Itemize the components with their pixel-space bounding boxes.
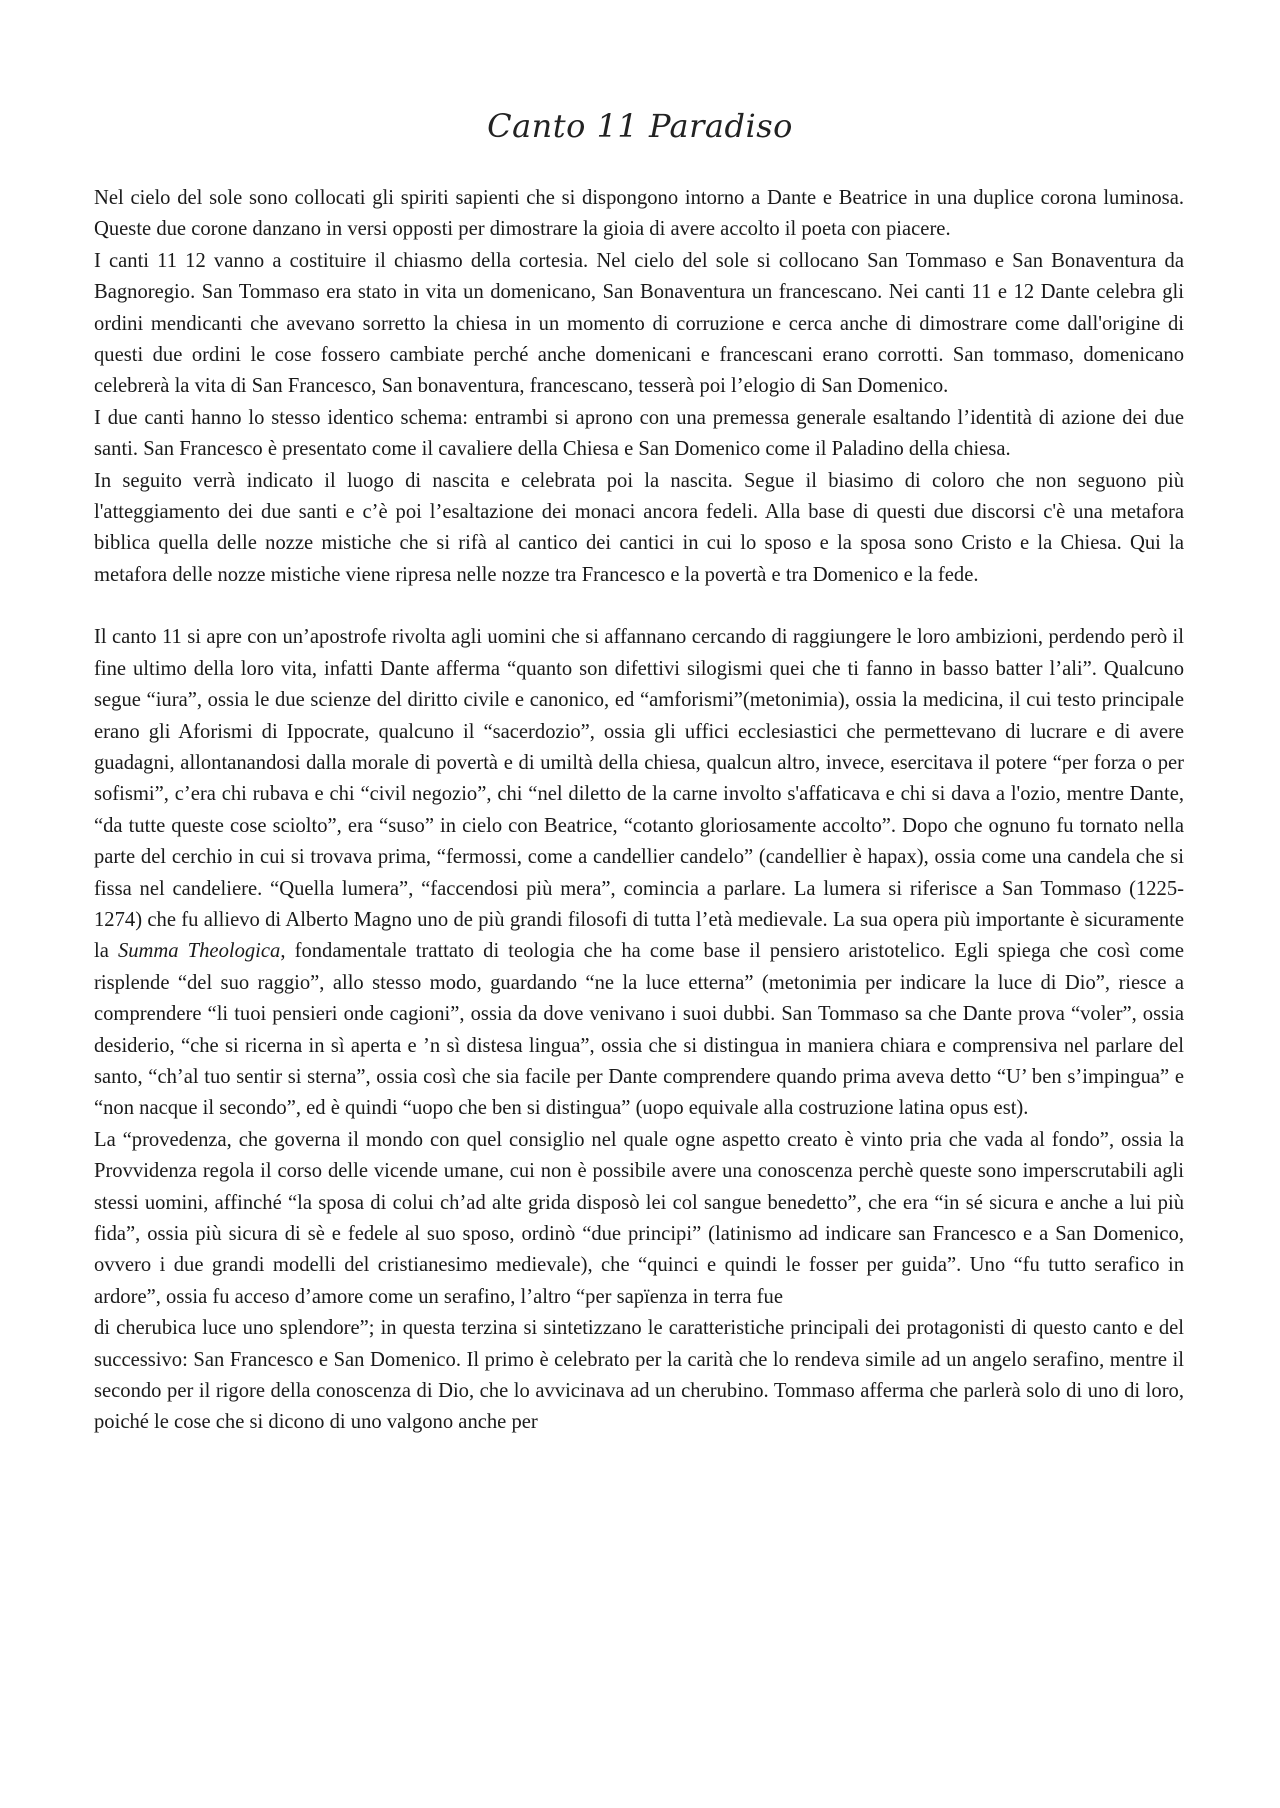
paragraph: I due canti hanno lo stesso identico schema: entrambi si aprono con una premessa generale esaltando l’identità di azione dei due santi. San Francesco è presentato come il cavaliere della Chiesa e San Domenico come il Paladino della chiesa. bbox=[94, 406, 1184, 461]
paragraph: di cherubica luce uno splendore”; in questa terzina si sintetizzano le caratteristiche principali dei protagonisti di questo canto e del successivo: San Francesco e San Domenico. Il primo è celebrato per la carità che lo rendeva simile ad un angelo serafino, mentre il secondo per il rigore della conoscenza di Dio, che lo avvicinava ad un cherubino. Tommaso afferma che parlerà solo di uno di loro, poiché le cose che si dicono di uno valgono anche per bbox=[94, 1317, 1184, 1434]
paragraph-text: Il canto 11 si apre con un’apostrofe rivolta agli uomini che si affannano cercando di raggiungere le loro ambizioni, perdendo però il fine ultimo della loro vita, infatti Dante afferma “quanto son difettivi silogismi quei che ti fanno in basso batter l’ali”. Qualcuno segue “iura”, ossia le due scienze del diritto civile e canonico, ed “amforismi”(metonimia), ossia la medicina, il cui testo principale erano gli Aforismi di Ippocrate, qualcuno il “sacerdozio”, ossia gli uffici ecclesiastici che permettevano di lucrare e di avere guadagni, allontanandosi dalla morale di povertà e di umiltà della chiesa, qualcun altro, invece, esercitava il potere “per forza o per sofismi”, c’era chi rubava e chi “civil negozio”, chi “nel diletto de la carne involto s'affaticava e chi si dava a l'ozio, mentre Dante, “da tutte queste cose sciolto”, era “suso” in cielo con Beatrice, “cotanto gloriosamente accolto”. Dopo che ognuno fu tornato nella parte del cerchio in cui si trovava prima, “fermossi, come a candellier candelo” (candellier è hapax), ossia come una candela che si fissa nel candeliere. “Quella lumera”, “faccendosi più mera”, comincia a parlare. La lumera si riferisce a San Tommaso (1225-1274) che fu allievo di Alberto Magno uno de più grandi filosofi di tutta l’età medievale. La sua opera più importante è sicuramente la bbox=[94, 626, 1184, 963]
document-body bbox=[94, 183, 1184, 1439]
paragraph: In seguito verrà indicato il luogo di nascita e celebrata poi la nascita. Segue il biasimo di coloro che non seguono più l'atteggiamento dei due santi e c’è poi l’esaltazione dei monaci ancora fedeli. Alla base di questi due discorsi c'è una metafora biblica quella delle nozze mistiche che si rifà al cantico dei cantici in cui lo sposo e la sposa sono Cristo e la Chiesa. Qui la metafora delle nozze mistiche viene ripresa nelle nozze tra Francesco e la povertà e tra Domenico e la fede. bbox=[94, 469, 1184, 586]
paragraph bbox=[94, 622, 1184, 1125]
paragraph-text: , fondamentale trattato di teologia che ha come base il pensiero aristotelico. Egli spiega che così come risplende “del suo raggio”, allo stesso modo, guardando “ne la luce etterna” (metonimia per indicare la luce di Dio”, riesce a comprendere “li tuoi pensieri onde cagioni”, ossia da dove venivano i suoi dubbi. San Tommaso sa che Dante prova “voler”, ossia desiderio, “che si ricerna in sì aperta e ’n sì distesa lingua”, ossia che si distingua in maniera chiara e comprensiva nel parlare del santo, “ch’al tuo sentir si sterna”, ossia così che sia facile per Dante comprendere quando prima aveva detto “U’ ben s’impingua” e “non nacque il secondo”, ed è quindi “uopo che ben si distingua” (uopo equivale alla costruzione latina opus est). bbox=[94, 940, 1184, 1120]
paragraph: Nel cielo del sole sono collocati gli spiriti sapienti che si dispongono intorno a Dante e Beatrice in una duplice corona luminosa. Queste due corone danzano in versi opposti per dimostrare la gioia di avere accolto il poeta con piacere. bbox=[94, 187, 1184, 241]
paragraph: I canti 11 12 vanno a costituire il chiasmo della cortesia. Nel cielo del sole si collocano San Tommaso e San Bonaventura da Bagnoregio. San Tommaso era stato in vita un domenicano, San Bonaventura un francescano. Nei canti 11 e 12 Dante celebra gli ordini mendicanti che avevano sorretto la chiesa in un momento di corruzione e cerca anche di dimostrare come dall'origine di questi due ordini le cose fossero cambiate perché anche domenicani e francescani erano corrotti. San tommaso, domenicano celebrerà la vita di San Francesco, San bonaventura, francescano, tesserà poi l’elogio di San Domenico. bbox=[94, 249, 1184, 398]
italic-title: Summa Theologica bbox=[117, 940, 281, 963]
paragraph: La “provedenza, che governa il mondo con quel consiglio nel quale ogne aspetto creato è vinto pria che vada al fondo”, ossia la Provvidenza regola il corso delle vicende umane, cui non è possibile avere una conoscenza perchè queste sono imperscrutabili agli stessi uomini, affinché “la sposa di colui ch’ad alte grida disposò lei col sangue benedetto”, che era “in sé sicura e anche a lui più fida”, ossia più sicura di sè e fedele al suo sposo, ordinò “due principi” (latinismo ad indicare san Francesco e a San Domenico, ovvero i due grandi modelli del cristianesimo medievale), che “quinci e quindi le fosser per guida”. Uno “fu tutto serafico in ardore”, ossia fu acceso d’amore come un serafino, l’altro “per sapïenza in terra fue bbox=[94, 1128, 1184, 1308]
page-title: Canto 11 Paradiso bbox=[487, 107, 793, 145]
